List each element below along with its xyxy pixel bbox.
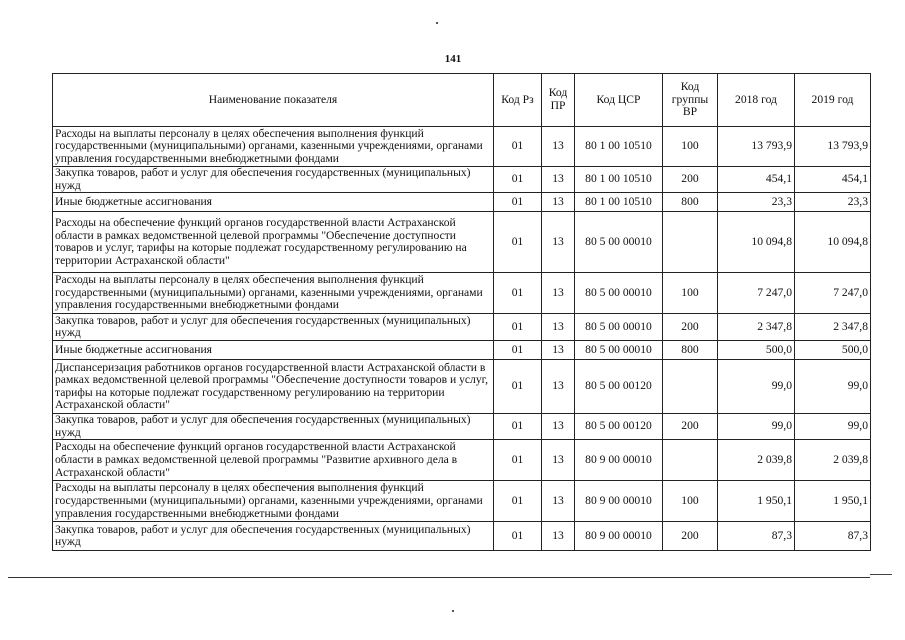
table-row <box>53 360 871 414</box>
header-rz: Код Рз <box>494 74 542 127</box>
scan-speck <box>452 610 454 612</box>
cell-vr <box>663 212 718 273</box>
cell-y2018: 7 247,0 <box>718 273 795 314</box>
header-name: Наименование показателя <box>53 74 494 127</box>
cell-y2019: 500,0 <box>795 341 871 360</box>
cell-pr: 13 <box>542 414 575 440</box>
cell-vr <box>663 360 718 414</box>
cell-vr: 200 <box>663 167 718 193</box>
cell-name: Расходы на выплаты персоналу в целях обеспечения выполнения функций государственными (муниципальными) органами, казенными учреждениями, органами управления государственными внебюджетными фондами <box>53 273 494 314</box>
scan-speck <box>436 22 438 24</box>
cell-name: Расходы на выплаты персоналу в целях обеспечения выполнения функций государственными (муниципальными) органами, казенными учреждениями, органами управления государственными внебюджетными фондами <box>53 127 494 167</box>
cell-pr: 13 <box>542 360 575 414</box>
cell-csr: 80 1 00 10510 <box>575 167 663 193</box>
cell-rz: 01 <box>494 522 542 551</box>
cell-rz: 01 <box>494 273 542 314</box>
cell-pr: 13 <box>542 314 575 341</box>
cell-vr: 800 <box>663 341 718 360</box>
budget-table <box>52 73 871 551</box>
header-vr: Код группы ВР <box>663 74 718 127</box>
cell-csr: 80 5 00 00120 <box>575 414 663 440</box>
cell-pr: 13 <box>542 167 575 193</box>
cell-csr: 80 5 00 00010 <box>575 341 663 360</box>
cell-y2019: 99,0 <box>795 414 871 440</box>
cell-y2019: 99,0 <box>795 360 871 414</box>
cell-pr: 13 <box>542 127 575 167</box>
cell-pr: 13 <box>542 341 575 360</box>
cell-y2019: 1 950,1 <box>795 481 871 522</box>
cell-y2018: 2 039,8 <box>718 440 795 481</box>
table-row <box>53 193 871 212</box>
cell-rz: 01 <box>494 440 542 481</box>
cell-y2019: 23,3 <box>795 193 871 212</box>
cell-pr: 13 <box>542 481 575 522</box>
cell-rz: 01 <box>494 414 542 440</box>
cell-vr: 100 <box>663 127 718 167</box>
table-row <box>53 127 871 167</box>
cell-pr: 13 <box>542 193 575 212</box>
table-row <box>53 167 871 193</box>
cell-pr: 13 <box>542 440 575 481</box>
cell-csr: 80 5 00 00010 <box>575 273 663 314</box>
table-row <box>53 314 871 341</box>
cell-csr: 80 5 00 00010 <box>575 314 663 341</box>
cell-name: Диспансеризация работников органов государственной власти Астраханской области в рамках ведомственной целевой программы "Обеспечение доступности товаров и услуг, тарифы на которые подлежат государственному регулированию на территории Астраханской области" <box>53 360 494 414</box>
table-row <box>53 440 871 481</box>
cell-name: Иные бюджетные ассигнования <box>53 341 494 360</box>
cell-csr: 80 1 00 10510 <box>575 127 663 167</box>
cell-rz: 01 <box>494 127 542 167</box>
cell-vr: 100 <box>663 273 718 314</box>
cell-y2019: 7 247,0 <box>795 273 871 314</box>
table-row <box>53 341 871 360</box>
page-number: 141 <box>444 53 462 65</box>
cell-csr: 80 9 00 00010 <box>575 522 663 551</box>
cell-vr: 200 <box>663 314 718 341</box>
header-pr: Код ПР <box>542 74 575 127</box>
cell-y2019: 87,3 <box>795 522 871 551</box>
cell-vr: 800 <box>663 193 718 212</box>
cell-name: Закупка товаров, работ и услуг для обеспечения государственных (муниципальных) нужд <box>53 522 494 551</box>
cell-name: Закупка товаров, работ и услуг для обеспечения государственных (муниципальных) нужд <box>53 167 494 193</box>
cell-vr: 200 <box>663 522 718 551</box>
cell-rz: 01 <box>494 341 542 360</box>
cell-y2019: 2 347,8 <box>795 314 871 341</box>
cell-csr: 80 5 00 00120 <box>575 360 663 414</box>
cell-name: Расходы на обеспечение функций органов государственной власти Астраханской области в рамках ведомственной целевой программы "Обеспечение доступности товаров и услуг, тарифы на которые подлежат государственному регулированию на территории Астраханской области" <box>53 212 494 273</box>
cell-y2018: 500,0 <box>718 341 795 360</box>
header-csr: Код ЦСР <box>575 74 663 127</box>
header-2019: 2019 год <box>795 74 871 127</box>
cell-y2019: 2 039,8 <box>795 440 871 481</box>
cell-pr: 13 <box>542 522 575 551</box>
cell-y2018: 87,3 <box>718 522 795 551</box>
table-row <box>53 522 871 551</box>
cell-vr: 100 <box>663 481 718 522</box>
cell-y2018: 1 950,1 <box>718 481 795 522</box>
cell-y2019: 13 793,9 <box>795 127 871 167</box>
cell-rz: 01 <box>494 193 542 212</box>
cell-csr: 80 1 00 10510 <box>575 193 663 212</box>
cell-rz: 01 <box>494 167 542 193</box>
cell-y2018: 2 347,8 <box>718 314 795 341</box>
cell-rz: 01 <box>494 360 542 414</box>
cell-csr: 80 9 00 00010 <box>575 440 663 481</box>
cell-csr: 80 5 00 00010 <box>575 212 663 273</box>
cell-name: Расходы на выплаты персоналу в целях обеспечения выполнения функций государственными (муниципальными) органами, казенными учреждениями, органами управления государственными внебюджетными фондами <box>53 481 494 522</box>
cell-vr: 200 <box>663 414 718 440</box>
cell-rz: 01 <box>494 481 542 522</box>
table-header-row <box>53 74 871 127</box>
cell-y2018: 10 094,8 <box>718 212 795 273</box>
table-row <box>53 212 871 273</box>
cell-y2018: 13 793,9 <box>718 127 795 167</box>
cell-rz: 01 <box>494 314 542 341</box>
cell-y2019: 10 094,8 <box>795 212 871 273</box>
cell-name: Закупка товаров, работ и услуг для обеспечения государственных (муниципальных) нужд <box>53 414 494 440</box>
cell-name: Иные бюджетные ассигнования <box>53 193 494 212</box>
cell-name: Расходы на обеспечение функций органов государственной власти Астраханской области в рамках ведомственной целевой программы "Развитие архивного дела в Астраханской области" <box>53 440 494 481</box>
cell-y2019: 454,1 <box>795 167 871 193</box>
cell-csr: 80 9 00 00010 <box>575 481 663 522</box>
table-row <box>53 414 871 440</box>
header-2018: 2018 год <box>718 74 795 127</box>
cell-name: Закупка товаров, работ и услуг для обеспечения государственных (муниципальных) нужд <box>53 314 494 341</box>
table-row <box>53 481 871 522</box>
cell-y2018: 99,0 <box>718 360 795 414</box>
cell-y2018: 454,1 <box>718 167 795 193</box>
strike-through-line <box>8 577 870 578</box>
cell-y2018: 99,0 <box>718 414 795 440</box>
cell-rz: 01 <box>494 212 542 273</box>
cell-vr <box>663 440 718 481</box>
table-row <box>53 273 871 314</box>
margin-line <box>870 574 892 575</box>
cell-pr: 13 <box>542 273 575 314</box>
cell-y2018: 23,3 <box>718 193 795 212</box>
cell-pr: 13 <box>542 212 575 273</box>
